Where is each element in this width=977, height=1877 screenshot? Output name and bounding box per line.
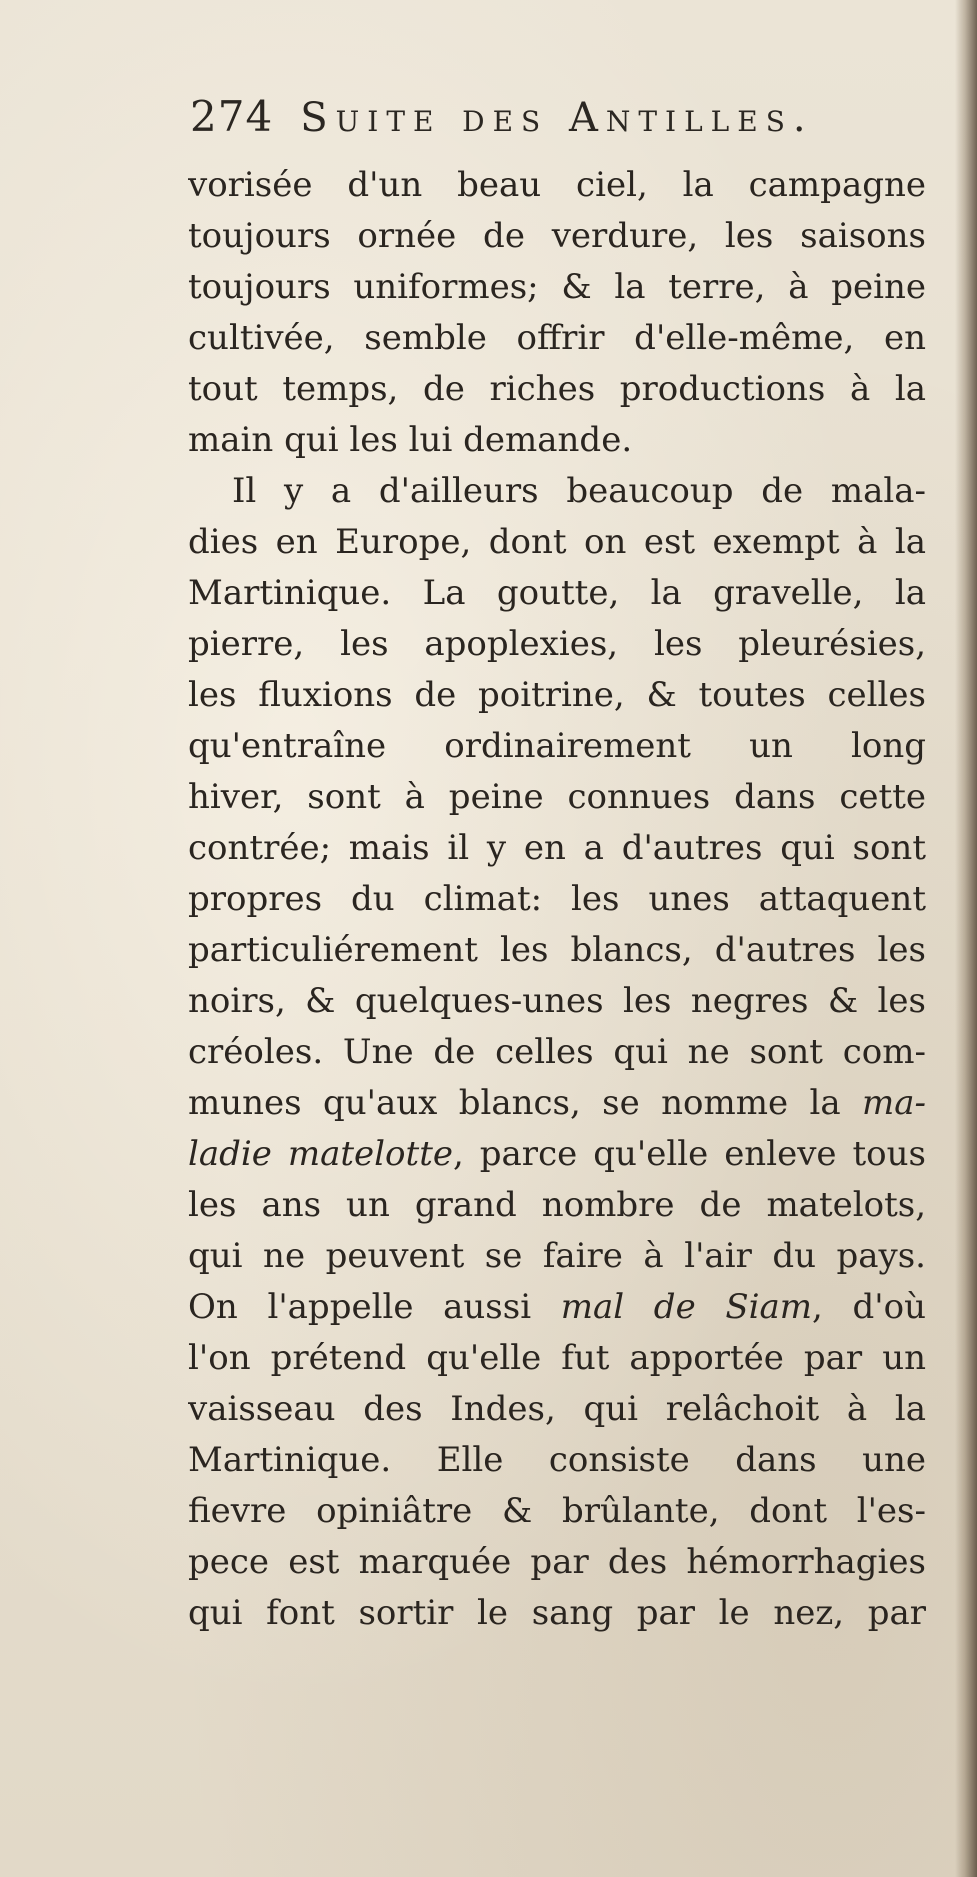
text-line: vaisseau des Indes, qui relâchoit à la	[188, 1389, 926, 1429]
text-line: les fluxions de poitrine, & toutes celles	[188, 675, 926, 715]
text-line: créoles. Une de celles qui ne sont com-	[188, 1032, 926, 1072]
text-line: toujours uniformes; & la terre, à peine	[188, 267, 926, 307]
italic-term: ma-	[862, 1083, 926, 1123]
italic-term: mal de Siam	[560, 1287, 813, 1327]
text-line: qu'entraîne ordinairement un long	[188, 726, 926, 766]
text-line: qui font sortir le sang par le nez, par	[188, 1593, 926, 1633]
text-line: cultivée, semble offrir d'elle-même, en	[188, 318, 926, 358]
text-line: fievre opiniâtre & brûlante, dont l'es-	[188, 1491, 926, 1531]
text-line: Martinique. Elle consiste dans une	[188, 1440, 926, 1480]
text-line: particuliérement les blancs, d'autres les	[188, 930, 926, 970]
text-segment: munes qu'aux blancs, se nomme la	[188, 1083, 862, 1123]
paragraph-start-line: Il y a d'ailleurs beaucoup de mala-	[232, 471, 926, 511]
text-line: dies en Europe, dont on est exempt à la	[188, 522, 926, 562]
page-edge-shadow	[955, 0, 977, 1877]
running-head	[190, 92, 910, 162]
text-line: hiver, sont à peine connues dans cette	[188, 777, 926, 817]
text-line	[188, 1129, 926, 1180]
text-line: tout temps, de riches productions à la	[188, 369, 926, 409]
italic-term: ladie matelotte	[188, 1134, 453, 1174]
text-segment: , parce qu'elle enleve tous	[452, 1134, 926, 1174]
text-segment: , d'où	[812, 1287, 926, 1327]
text-line: noirs, & quelques-unes les negres & les	[188, 981, 926, 1021]
text-line: qui ne peuvent se faire à l'air du pays.	[188, 1236, 926, 1276]
text-line: main qui les lui demande.	[188, 420, 633, 460]
text-line: pece est marquée par des hémorrhagies	[188, 1542, 926, 1582]
text-segment: On l'appelle aussi	[188, 1287, 561, 1327]
text-line: contrée; mais il y en a d'autres qui sont	[188, 828, 926, 868]
text-line: Martinique. La goutte, la gravelle, la	[188, 573, 926, 613]
text-line: l'on prétend qu'elle fut apportée par un	[188, 1338, 926, 1378]
text-line	[188, 1078, 926, 1129]
page-number: 274	[190, 92, 274, 141]
text-line: pierre, les apoplexies, les pleurésies,	[188, 624, 926, 664]
text-line: propres du climat: les unes attaquent	[188, 879, 926, 919]
running-title: Suite des Antilles.	[300, 95, 814, 141]
text-line: toujours ornée de verdure, les saisons	[188, 216, 926, 256]
text-line: vorisée d'un beau ciel, la campagne	[188, 165, 926, 205]
body-text	[188, 160, 926, 1639]
text-line: les ans un grand nombre de matelots,	[188, 1185, 926, 1225]
text-line	[188, 1282, 926, 1333]
